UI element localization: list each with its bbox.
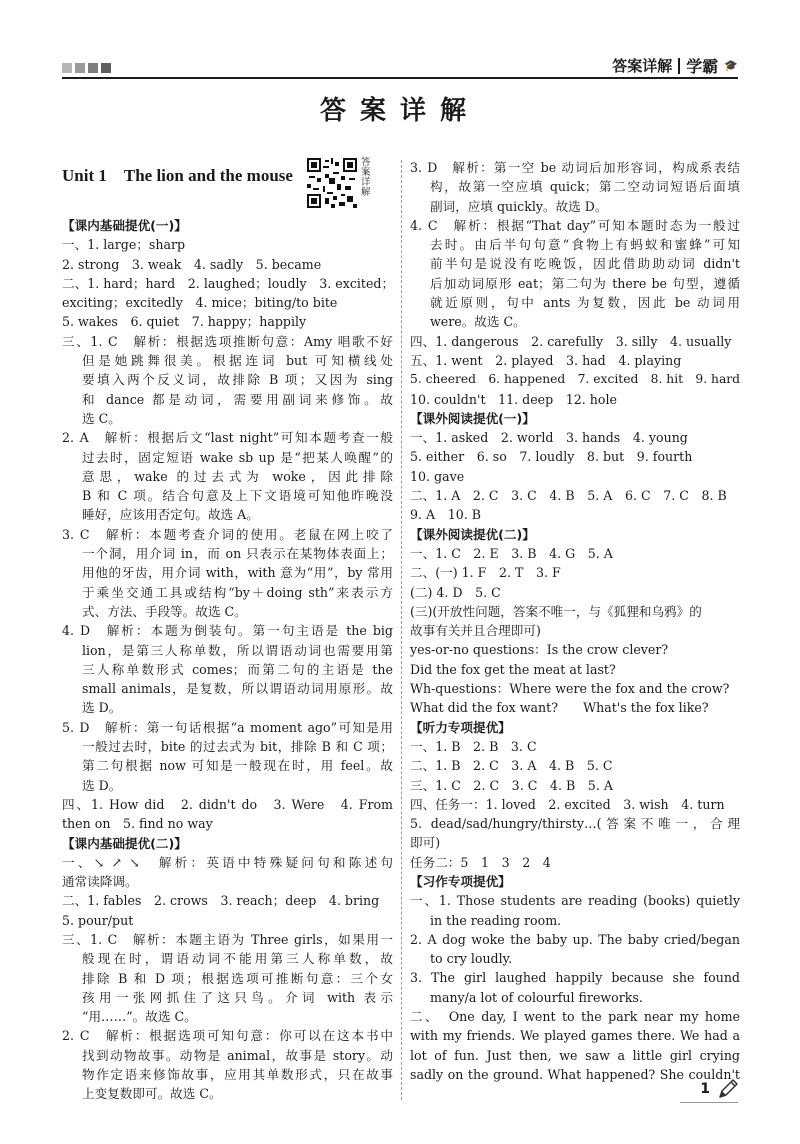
answer-line: 4. C 解析：根据“That day”可知本题时态为一般过 <box>410 217 740 233</box>
answer-line: 一、1. B 2. B 3. C <box>410 738 537 754</box>
answer-line: 一、1. asked 2. world 3. hands 4. young <box>410 430 688 446</box>
header-brand-text: 答案详解 <box>612 57 673 75</box>
header-separator <box>678 58 680 74</box>
answer-line: 通常读降调。 <box>62 874 138 890</box>
answer-line: Wh-questions：Where were the fox and the crow? <box>410 681 730 697</box>
answer-line: 用他的牙齿，用介词 with，with 意为“用”，by 常用 <box>82 565 393 581</box>
answer-line: 五、1. went 2. played 3. had 4. playing <box>410 352 682 368</box>
answer-line: 二、1. fables 2. crows 3. reach；deep 4. bring <box>62 893 380 909</box>
answer-line: 构，故第一空应填 quick；第二空动词短语后面填 <box>430 179 740 195</box>
answer-line: 排除 B 和 D 项；根据选项可推断句意：三个女 <box>82 970 393 986</box>
answer-line: 2. A 解析：根据后文“last night”可知本题考查一般 <box>62 430 393 446</box>
answer-line: 四、1. dangerous 2. carefully 3. silly 4. usually <box>410 333 732 349</box>
footer-rule <box>680 1102 738 1103</box>
answer-line: 孩用一张网抓住了这只鸟。介词 with 表示 <box>82 989 393 1005</box>
answer-line: were。故选 C。 <box>430 314 526 330</box>
answer-line: many/a lot of colourful fireworks. <box>430 989 643 1005</box>
left-column <box>62 158 393 1104</box>
answer-line: small animals，是复数，所以谓语动词用原形。故 <box>82 681 393 697</box>
unit-title: Unit 1 The lion and the mouse <box>62 166 293 185</box>
section-heading: 【课内基础提优(一)】 <box>62 218 187 233</box>
answer-line: 3. D 解析：第一空 be 动词后加形容词，构成系表结 <box>410 160 740 175</box>
answer-line: 四、1. How did 2. didn't do 3. Were 4. From <box>62 796 393 812</box>
answer-line: yes-or-no questions：Is the crow clever? <box>410 642 669 658</box>
answer-line: 二、(一) 1. F 2. T 3. F <box>410 565 561 581</box>
answer-line: 2. A dog woke the baby up. The baby cried/began <box>410 931 740 947</box>
header-brand <box>612 54 738 77</box>
answer-line: to cry loudly. <box>430 951 513 967</box>
answer-line: 故事有关并且合理即可) <box>410 623 541 639</box>
column-divider <box>401 160 402 1100</box>
answer-line: exciting；excitedly 4. mice；biting/to bite <box>62 295 338 311</box>
answer-line: 5. either 6. so 7. loudly 8. but 9. fourth <box>410 449 693 465</box>
answer-line: 意思，wake 的过去式为 woke，因此排除 <box>82 468 393 484</box>
answer-line: 2. C 解析：根据选项可知句意：你可以在这本书中 <box>62 1028 393 1044</box>
answer-line: 三、1. C 2. C 3. C 4. B 5. A <box>410 777 613 793</box>
answer-line: then on 5. find no way <box>62 816 213 832</box>
header-decoration <box>62 63 111 73</box>
answer-line: in the reading room. <box>430 912 562 928</box>
answer-line: 任务二：5 1 3 2 4 <box>410 854 551 870</box>
answer-line: 副词，应填 quickly。故选 D。 <box>430 198 608 214</box>
section-heading: 【课外阅读提优(二)】 <box>410 526 535 542</box>
answer-line: (三)(开放性问题，答案不唯一，与《狐狸和乌鸦》的 <box>410 603 702 619</box>
answer-line: lion，是第三人称单数，所以谓语动词也需要用第 <box>82 642 393 658</box>
answer-line: 一、↘ ↗ ↘ 解析：英语中特殊疑问句和陈述句 <box>62 854 393 870</box>
answer-line: 式、方法、手段等。故选 C。 <box>82 603 247 619</box>
answer-line: 就近原则，句中 ants 为复数，因此 be 动词用 <box>430 295 740 311</box>
section-heading: 【听力专项提优】 <box>410 719 511 735</box>
answer-line: 一、1. large；sharp <box>62 237 186 253</box>
answer-line: 即可) <box>410 835 441 851</box>
answer-line: 5. wakes 6. quiet 7. happy；happily <box>62 314 307 330</box>
answer-line: 选 D。 <box>82 700 122 716</box>
answer-line: 10. gave <box>410 468 465 484</box>
answer-line: 二、1. hard；hard 2. laughed；loudly 3. excited； <box>62 275 395 291</box>
answer-line: 去时。由后半句句意“食物上有蚂蚁和蜜蜂”可知 <box>430 237 740 253</box>
answer-line: 5. cheered 6. happened 7. excited 8. hit 9. hard <box>410 372 741 387</box>
answer-line: Did the fox get the meat at last? <box>410 661 616 677</box>
answer-line: 般现在时，谓语动词不能用第三人称单数，故 <box>82 951 393 967</box>
answer-line: 选 D。 <box>82 777 122 793</box>
header-rule <box>62 77 738 79</box>
answer-line: 四、任务一：1. loved 2. excited 3. wish 4. turn <box>410 796 725 812</box>
answer-line: lot of fun. Just then, we saw a little girl crying <box>410 1047 740 1063</box>
answer-line: 一、1. Those students are reading (books) quietly <box>410 893 740 909</box>
answer-line: 但是她跳舞很美。根据连词 but 可知横线处 <box>82 353 393 369</box>
section-heading: 【课外阅读提优(一)】 <box>410 410 535 426</box>
answer-line: 二、1. B 2. C 3. A 4. B 5. C <box>410 758 613 774</box>
answer-line: 二、 One day, I went to the park near my home <box>410 1009 740 1025</box>
answer-line: 一个洞，用介词 in，而 on 只表示在某物体表面上； <box>82 546 393 562</box>
answer-line: 要填入两个反义词，故排除 B 项；又因为 sing <box>82 372 393 388</box>
answer-line: 一、1. C 2. E 3. B 4. G 5. A <box>410 545 613 561</box>
answer-line: 5. dead/sad/hungry/thirsty…(答案不唯一，合理 <box>410 816 740 832</box>
answer-line: sadly on the ground. What happened? She couldn't <box>410 1066 740 1082</box>
answer-line: 过去时，固定短语 wake sb up 是“把某人唤醒”的 <box>82 449 393 465</box>
qr-label: 答案详解 <box>360 157 371 198</box>
answer-line: 选 C。 <box>82 410 121 426</box>
right-column <box>410 158 740 1084</box>
answer-line: 3. The girl laughed happily because she found <box>410 970 740 986</box>
answer-line: 后加动词原形 eat；第二句为 there be 句型，遵循 <box>430 275 740 291</box>
answer-line: 2. strong 3. weak 4. sadly 5. became <box>62 256 322 272</box>
answer-line: with my friends. We played games there. We had a <box>410 1028 740 1044</box>
answer-line: 找到动物故事。动物是 animal，故事是 story。动 <box>82 1047 393 1063</box>
qr-code-icon[interactable] <box>307 158 357 208</box>
answer-line: 上变复数即可。故选 C。 <box>82 1086 222 1102</box>
pencil-icon <box>716 1077 740 1101</box>
answer-line: 睡好，应该用否定句。故选 A。 <box>82 507 259 523</box>
answer-line: 和 dance 都是动词，需要用副词来修饰。故 <box>82 391 393 407</box>
page-number: 1 <box>700 1081 710 1097</box>
answer-line: 5. D 解析：第一句话根据“a moment ago”可知是用 <box>62 719 393 735</box>
answer-line: What did the fox want? What's the fox like? <box>410 700 709 716</box>
answer-line: 3. C 解析：本题考查介词的使用。老鼠在网上咬了 <box>62 526 393 542</box>
answer-line: 10. couldn't 11. deep 12. hole <box>410 391 617 407</box>
answer-line: 三人称单数形式 comes；而第二句的主语是 the <box>82 661 393 677</box>
answer-line: 5. pour/put <box>62 912 134 928</box>
answer-line: “用……”。故选 C。 <box>82 1009 197 1025</box>
answer-line: 二、1. A 2. C 3. C 4. B 5. A 6. C 7. C 8. B <box>410 488 727 504</box>
page-title: 答案详解 <box>319 96 480 126</box>
answer-line: 于乘坐交通工具或结构“by＋doing sth”来表示方 <box>82 584 393 600</box>
answer-line: 9. A 10. B <box>410 507 481 523</box>
answer-line: B 和 C 项。结合句意及上下文语境可知他昨晚没 <box>82 488 393 504</box>
header-brand-logo: 学霸 <box>686 57 719 76</box>
answer-line: 物作定语来修饰故事，应用其单数形式，只在故事 <box>82 1067 393 1083</box>
answer-line: 4. D 解析：本题为倒装句。第一句主语是 the big <box>62 623 393 639</box>
answer-line: (二) 4. D 5. C <box>410 584 501 600</box>
graduation-cap-icon: 🎓 <box>724 59 738 72</box>
section-heading: 【课内基础提优(二)】 <box>62 835 187 851</box>
answer-line: 三、1. C 解析：本题主语为 Three girls，如果用一 <box>62 931 393 947</box>
section-heading: 【习作专项提优】 <box>410 873 511 889</box>
answer-line: 前半句是说没有吃晚饭，因此借助助动词 didn't <box>430 256 740 272</box>
right-answer-lines <box>410 158 740 1084</box>
answer-line: 第二句根据 now 可知是一般现在时，用 feel。故 <box>82 758 393 774</box>
left-answer-lines <box>62 216 393 1104</box>
answer-line: 三、1. C 解析：根据选项推断句意：Amy 唱歌不好 <box>62 333 393 349</box>
answer-line: 一般过去时，bite 的过去式为 bit，排除 B 和 C 项； <box>82 739 393 755</box>
unit-header <box>62 158 393 216</box>
